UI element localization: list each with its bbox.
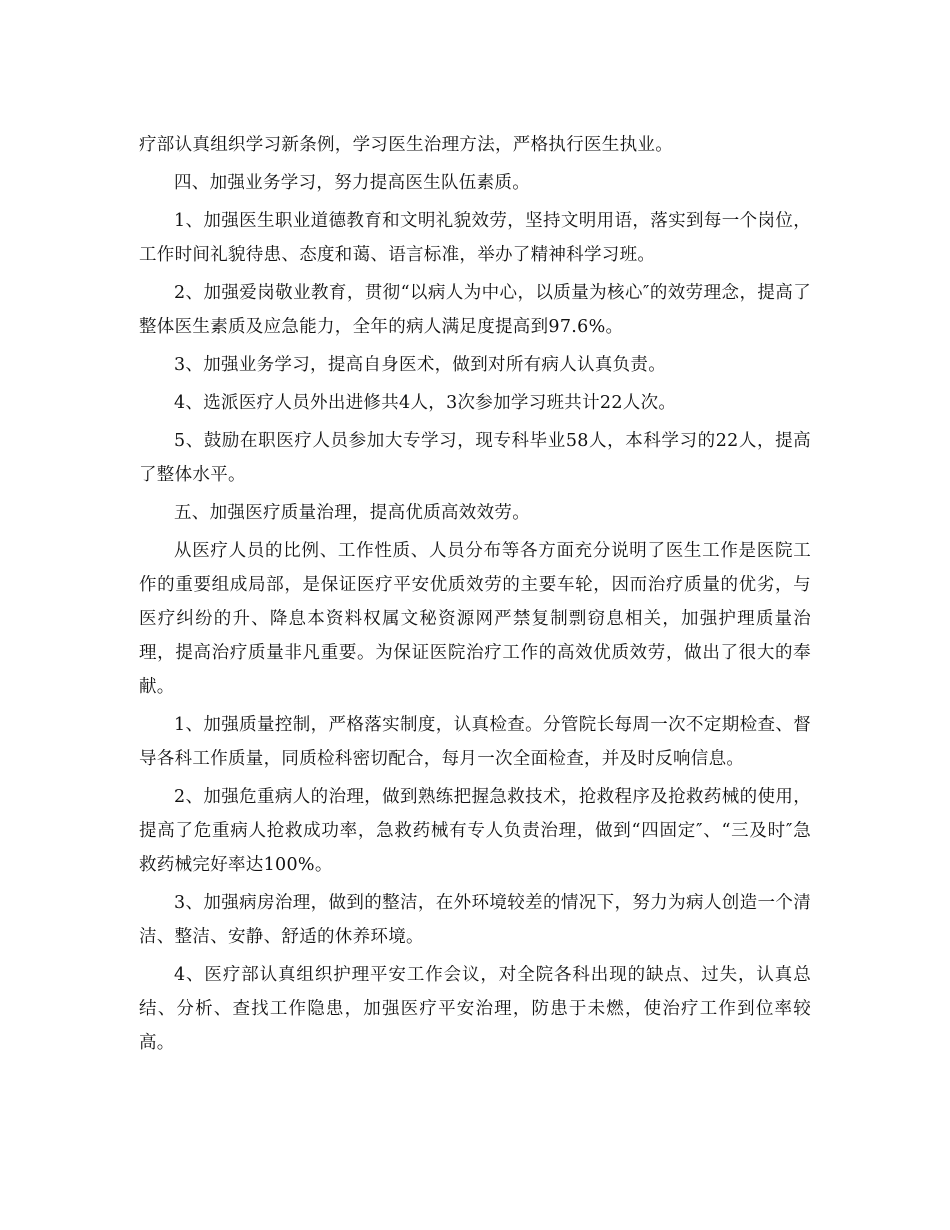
paragraph: 4、选派医疗人员外出进修共4人，3次参加学习班共计22人次。 bbox=[174, 393, 677, 413]
paragraph: 3、加强病房治理，做到的整洁，在外环境较差的情况下，努力为病人创造一个清洁、整洁、安静、舒适的休养环境。 bbox=[139, 893, 811, 947]
paragraph: 2、加强爱岗敬业教育，贯彻“以病人为中心，以质量为核心″的效劳理念，提高了整体医生素质及应急能力，全年的病人满足度提高到97.6%。 bbox=[139, 283, 811, 337]
paragraph: 1、加强质量控制，严格落实制度，认真检查。分管院长每周一次不定期检查、督导各科工作质量，同质检科密切配合，每月一次全面检查，并及时反响信息。 bbox=[139, 715, 811, 769]
paragraph: 5、鼓励在职医疗人员参加大专学习，现专科毕业58人，本科学习的22人，提高了整体水平。 bbox=[139, 431, 811, 485]
paragraph: 从医疗人员的比例、工作性质、人员分布等各方面充分说明了医生工作是医院工作的重要组成局部，是保证医疗平安优质效劳的主要车轮，因而治疗质量的优劣，与医疗纠纷的升、降息本资料权属文秘资源网严禁复制剽窃息相关，加强护理质量治理，提高治疗质量非凡重要。为保证医院治疗工作的高效优质效劳，做出了很大的奉献。 bbox=[139, 541, 811, 697]
document-body bbox=[139, 128, 811, 1064]
paragraph: 2、加强危重病人的治理，做到熟练把握急救技术，抢救程序及抢救药械的使用，提高了危重病人抢救成功率，急救药械有专人负责治理，做到“四固定″、“三及时″急救药械完好率达100%。 bbox=[139, 787, 811, 875]
paragraph: 3、加强业务学习，提高自身医术，做到对所有病人认真负责。 bbox=[174, 355, 667, 375]
paragraph-continued: 疗部认真组织学习新条例，学习医生治理方法，严格执行医生执业。 bbox=[139, 135, 673, 155]
paragraph: 1、加强医生职业道德教育和文明礼貌效劳，坚持文明用语，落实到每一个岗位，工作时间礼貌待患、态度和蔼、语言标准，举办了精神科学习班。 bbox=[139, 211, 811, 265]
paragraph: 4、医疗部认真组织护理平安工作会议，对全院各科出现的缺点、过失，认真总结、分析、查找工作隐患，加强医疗平安治理，防患于未燃，使治疗工作到位率较高。 bbox=[139, 965, 811, 1053]
section-heading-4: 四、加强业务学习，努力提高医生队伍素质。 bbox=[174, 173, 530, 193]
section-heading-5: 五、加强医疗质量治理，提高优质高效效劳。 bbox=[174, 503, 530, 523]
